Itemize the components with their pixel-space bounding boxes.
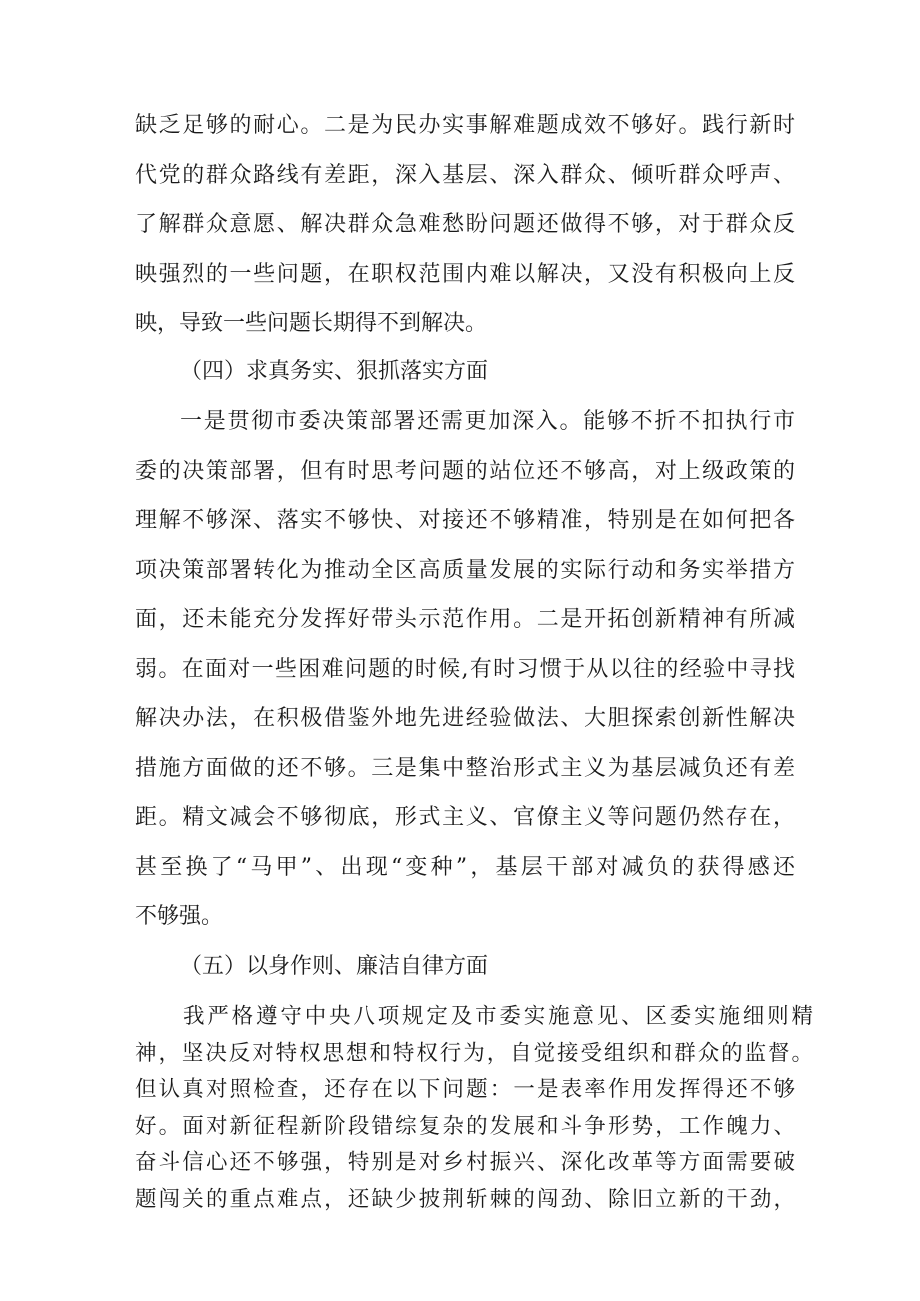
text-line: 我严格遵守中央八项规定及市委实施意见、区委实施细则精 xyxy=(183,1004,813,1029)
text-line: 映，导致一些问题长期得不到解决。 xyxy=(135,311,488,336)
text-line: 项决策部署转化为推动全区高质量发展的实际行动和务实举措方 xyxy=(135,558,795,583)
text-line: 距。精文减会不够彻底，形式主义、官僚主义等问题仍然存在， xyxy=(135,805,795,830)
text-line: 题闯关的重点难点，还缺少披荆斩棘的闯劲、除旧立新的干劲， xyxy=(135,1187,795,1212)
text-line: 一是贯彻市委决策部署还需更加深入。能够不折不扣执行市 xyxy=(180,409,795,434)
text-line: 映强烈的一些问题，在职权范围内难以解决，又没有积极向上反 xyxy=(135,262,795,287)
text-line: 弱。在面对一些困难问题的时候,有时习惯于从以往的经验中寻找 xyxy=(135,657,795,682)
text-line: 神，坚决反对特权思想和特权行为，自觉接受组织和群众的监督。 xyxy=(135,1041,813,1066)
text-line: 理解不够深、落实不够快、对接还不够精准，特别是在如何把各 xyxy=(135,508,795,533)
section-heading-four: （四）求真务实、狠抓落实方面 xyxy=(180,359,489,384)
text-line: 缺乏足够的耐心。二是为民办实事解难题成效不够好。践行新时 xyxy=(135,113,795,138)
text-line: 措施方面做的还不够。三是集中整治形式主义为基层减负还有差 xyxy=(135,756,795,781)
text-line: 委的决策部署，但有时思考问题的站位还不够高，对上级政策的 xyxy=(135,459,795,484)
text-line: 了解群众意愿、解决群众急难愁盼问题还做得不够，对于群众反 xyxy=(135,212,795,237)
text-line: 好。面对新征程新阶段错综复杂的发展和斗争形势，工作魄力、 xyxy=(135,1114,795,1139)
section-heading-five: （五）以身作则、廉洁自律方面 xyxy=(180,954,489,979)
text-line: 奋斗信心还不够强，特别是对乡村振兴、深化改革等方面需要破 xyxy=(135,1150,795,1175)
text-line: 代党的群众路线有差距，深入基层、深入群众、倾听群众呼声、 xyxy=(135,163,795,188)
text-line: 甚至换了“马甲”、出现“变种”，基层干部对减负的获得感还 xyxy=(135,855,795,880)
text-line: 面，还未能充分发挥好带头示范作用。二是开拓创新精神有所减 xyxy=(135,607,795,632)
text-line: 解决办法，在积极借鉴外地先进经验做法、大胆探索创新性解决 xyxy=(135,706,795,731)
text-line: 不够强。 xyxy=(135,904,224,929)
text-line: 但认真对照检查，还存在以下问题：一是表率作用发挥得还不够 xyxy=(135,1077,795,1102)
